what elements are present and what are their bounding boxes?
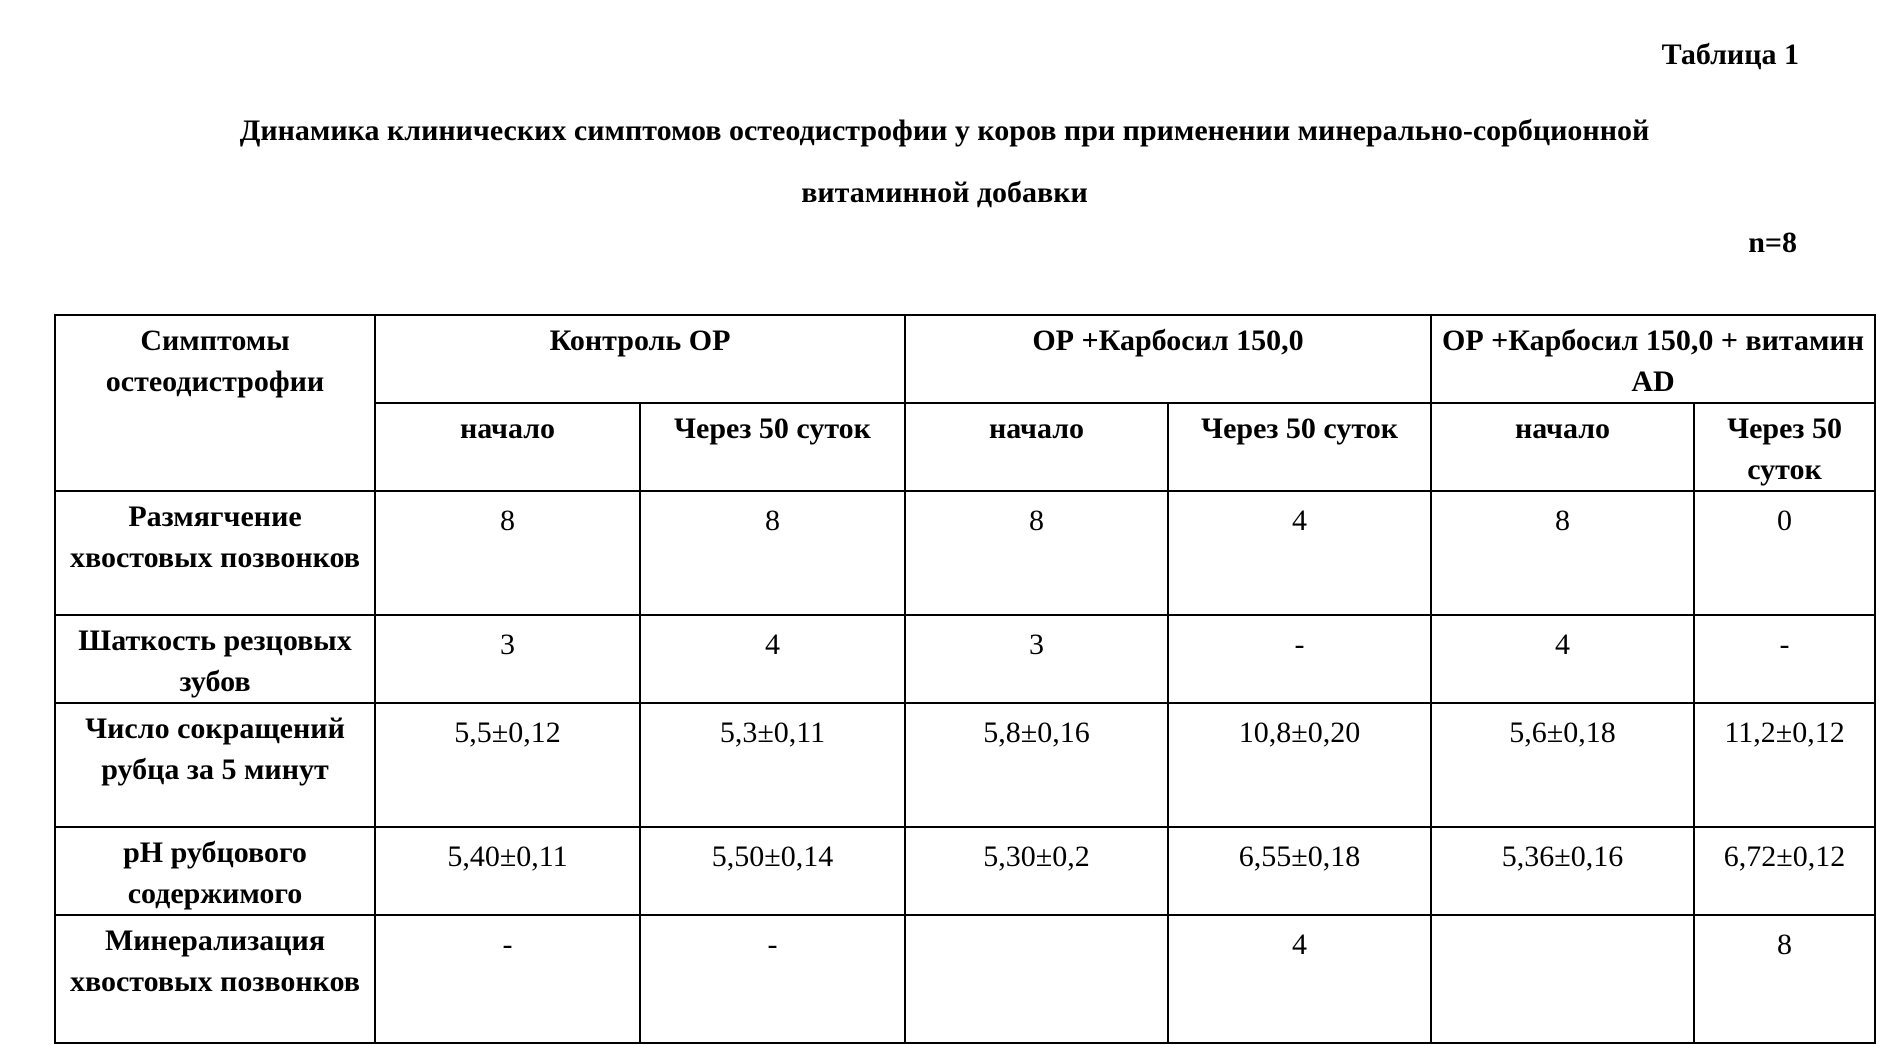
value-cell <box>1431 915 1694 1043</box>
value-cell: 6,55±0,18 <box>1168 827 1431 915</box>
value-cell: 10,8±0,20 <box>1168 703 1431 827</box>
table-row <box>55 615 1875 703</box>
header-group-control: Контроль ОР <box>375 315 905 403</box>
symptom-cell: Шаткость резцовых зубов <box>55 615 375 703</box>
value-cell: 5,36±0,16 <box>1431 827 1694 915</box>
value-cell: 5,3±0,11 <box>640 703 905 827</box>
sample-size-label: n=8 <box>1748 226 1797 259</box>
symptoms-table <box>54 314 1876 1044</box>
table-number-label: Таблица 1 <box>1661 38 1799 71</box>
value-cell: 4 <box>1431 615 1694 703</box>
value-cell: 5,50±0,14 <box>640 827 905 915</box>
symptom-cell: pH рубцового содержимого <box>55 827 375 915</box>
subheader-cell: Через 50 суток <box>1168 403 1431 491</box>
symptom-cell: Число сокращений рубца за 5 минут <box>55 703 375 827</box>
value-cell: - <box>640 915 905 1043</box>
subheader-cell: Через 50 суток <box>1694 403 1875 491</box>
value-cell: 11,2±0,12 <box>1694 703 1875 827</box>
table-row <box>55 915 1875 1043</box>
value-cell <box>905 915 1168 1043</box>
table-row <box>55 827 1875 915</box>
header-group-carbosil-vitamin: ОР +Карбосил 150,0 + витамин AD <box>1431 315 1875 403</box>
value-cell: 5,6±0,18 <box>1431 703 1694 827</box>
value-cell: 5,40±0,11 <box>375 827 640 915</box>
value-cell: - <box>1168 615 1431 703</box>
value-cell: - <box>375 915 640 1043</box>
symptom-cell: Размягчение хвостовых позвонков <box>55 491 375 615</box>
value-cell: 5,30±0,2 <box>905 827 1168 915</box>
header-row-groups <box>55 315 1875 403</box>
subheader-cell: Через 50 суток <box>640 403 905 491</box>
value-cell: 4 <box>1168 491 1431 615</box>
header-group-carbosil: ОР +Карбосил 150,0 <box>905 315 1431 403</box>
table-row <box>55 491 1875 615</box>
value-cell: 4 <box>640 615 905 703</box>
table-title-line-2: витаминной добавки <box>801 176 1088 209</box>
value-cell: 8 <box>1431 491 1694 615</box>
subheader-cell: начало <box>375 403 640 491</box>
table-title <box>0 100 1889 224</box>
value-cell: 5,8±0,16 <box>905 703 1168 827</box>
value-cell: 0 <box>1694 491 1875 615</box>
subheader-cell: начало <box>1431 403 1694 491</box>
value-cell: 3 <box>375 615 640 703</box>
value-cell: 8 <box>1694 915 1875 1043</box>
value-cell: 6,72±0,12 <box>1694 827 1875 915</box>
value-cell: 4 <box>1168 915 1431 1043</box>
value-cell: 5,5±0,12 <box>375 703 640 827</box>
header-symptoms: Симптомы остеодистрофии <box>55 315 375 491</box>
value-cell: 3 <box>905 615 1168 703</box>
subheader-cell: начало <box>905 403 1168 491</box>
table-row <box>55 703 1875 827</box>
value-cell: - <box>1694 615 1875 703</box>
value-cell: 8 <box>375 491 640 615</box>
value-cell: 8 <box>640 491 905 615</box>
table-title-line-1: Динамика клинических симптомов остеодистрофии у коров при применении минерально-сорбционной <box>239 114 1650 147</box>
symptom-cell: Минерализация хвостовых позвонков <box>55 915 375 1043</box>
value-cell: 8 <box>905 491 1168 615</box>
